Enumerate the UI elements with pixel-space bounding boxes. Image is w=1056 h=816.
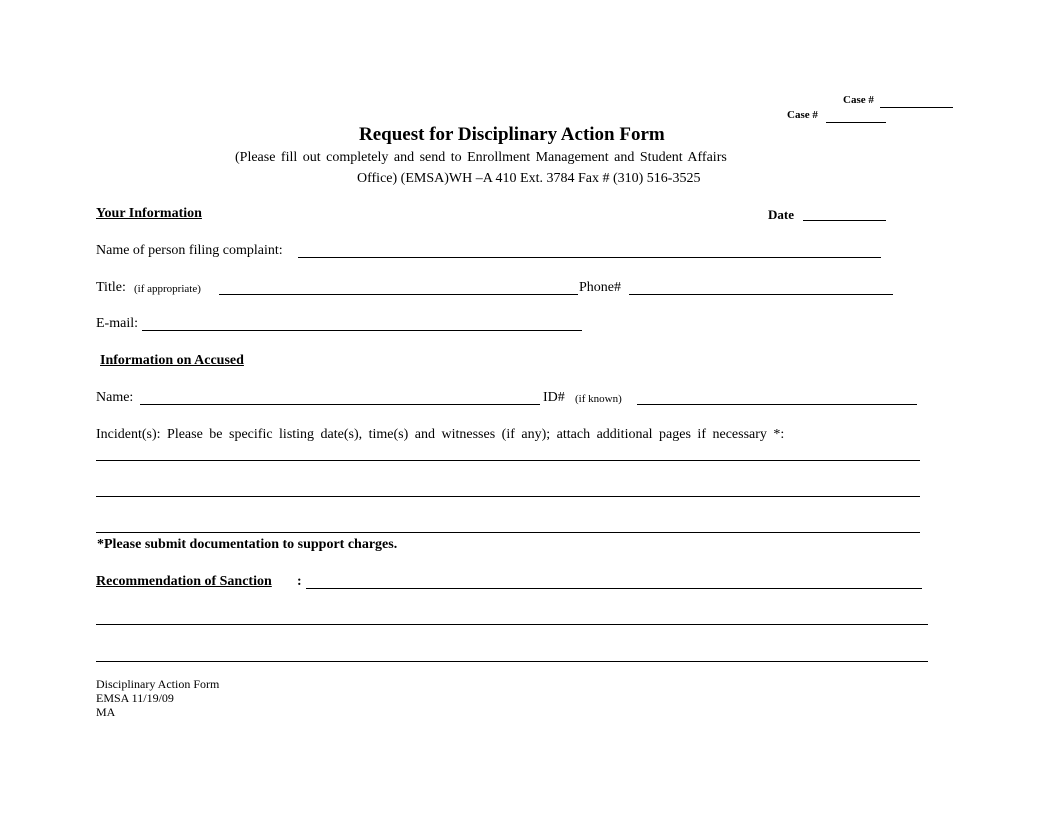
incident-field-line-2[interactable] [96,496,920,497]
id-hint: (if known) [575,393,622,405]
email-field[interactable] [142,330,582,331]
sanction-colon: : [297,574,302,589]
sanction-field-line-3[interactable] [96,661,928,662]
case-number-label-1: Case # [843,94,874,106]
case-number-label-2: Case # [787,109,818,121]
sanction-field-line-1[interactable] [306,588,922,589]
accused-name-label: Name: [96,390,134,405]
title-hint: (if appropriate) [134,283,201,295]
email-label: E-mail: [96,316,138,331]
title-label: Title: [96,280,126,295]
accused-information-heading: Information on Accused [100,353,244,368]
accused-name-field[interactable] [140,404,540,405]
id-field[interactable] [637,404,917,405]
instructions-line-2: Office) (EMSA)WH –A 410 Ext. 3784 Fax # (310) 516-3525 [357,171,701,186]
incident-field-line-3[interactable] [96,532,920,533]
case-number-field-1[interactable] [880,107,953,108]
id-label: ID# [543,390,565,405]
incident-label: Incident(s): Please be specific listing date(s), time(s) and witnesses (if any); attach additional pages if necessary *: [96,427,785,442]
instructions-line-1: (Please fill out completely and send to Enrollment Management and Student Affairs [235,150,727,165]
sanction-field-line-2[interactable] [96,624,928,625]
footer-form-code: EMSA 11/19/09 [96,691,174,705]
documentation-note: *Please submit documentation to support charges. [97,537,398,552]
date-field[interactable] [803,220,886,221]
phone-field[interactable] [629,294,893,295]
complainant-name-field[interactable] [298,257,881,258]
phone-label: Phone# [579,280,621,295]
form-title: Request for Disciplinary Action Form [359,124,665,145]
complainant-name-label: Name of person filing complaint: [96,243,283,258]
sanction-heading: Recommendation of Sanction [96,574,272,589]
footer-form-name: Disciplinary Action Form [96,677,220,691]
your-information-heading: Your Information [96,206,202,221]
footer-initials: MA [96,705,116,719]
title-field[interactable] [219,294,578,295]
date-label: Date [768,207,794,222]
incident-field-line-1[interactable] [96,460,920,461]
case-number-field-2[interactable] [826,122,886,123]
